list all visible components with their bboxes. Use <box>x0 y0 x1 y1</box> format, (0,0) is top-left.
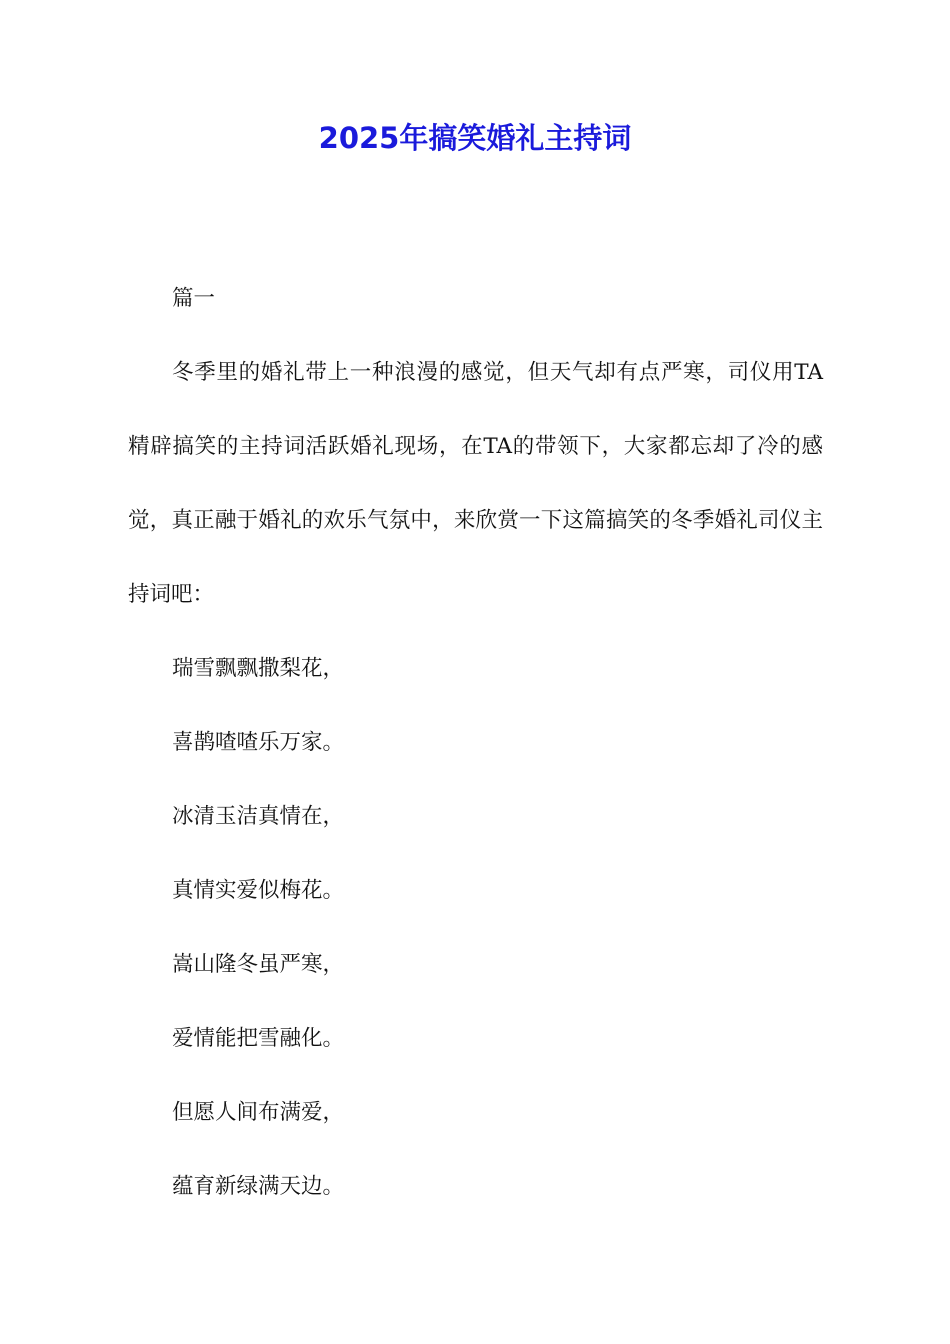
document-body <box>128 262 823 1224</box>
poem-line: 真情实爱似梅花。 <box>172 878 345 903</box>
poem-line: 嵩山隆冬虽严寒， <box>172 952 345 977</box>
poem-line: 瑞雪飘飘撒梨花， <box>172 656 345 681</box>
intro-paragraph: 冬季里的婚礼带上一种浪漫的感觉，但天气却有点严寒，司仪用TA精辟搞笑的主持词活跃婚礼现场，在TA的带领下，大家都忘却了冷的感觉，真正融于婚礼的欢乐气氛中，来欣赏一下这篇搞笑的冬季婚礼司仪主持词吧： <box>128 360 823 607</box>
poem-line: 蕴育新绿满天边。 <box>172 1174 345 1199</box>
section-label: 篇一 <box>172 286 216 311</box>
document-title: 2025年搞笑婚礼主持词 <box>318 121 632 155</box>
poem-line: 冰清玉洁真情在， <box>172 804 345 829</box>
poem-line: 但愿人间布满爱， <box>172 1100 345 1125</box>
poem-line: 喜鹊喳喳乐万家。 <box>172 730 345 755</box>
poem-line: 爱情能把雪融化。 <box>172 1026 345 1051</box>
